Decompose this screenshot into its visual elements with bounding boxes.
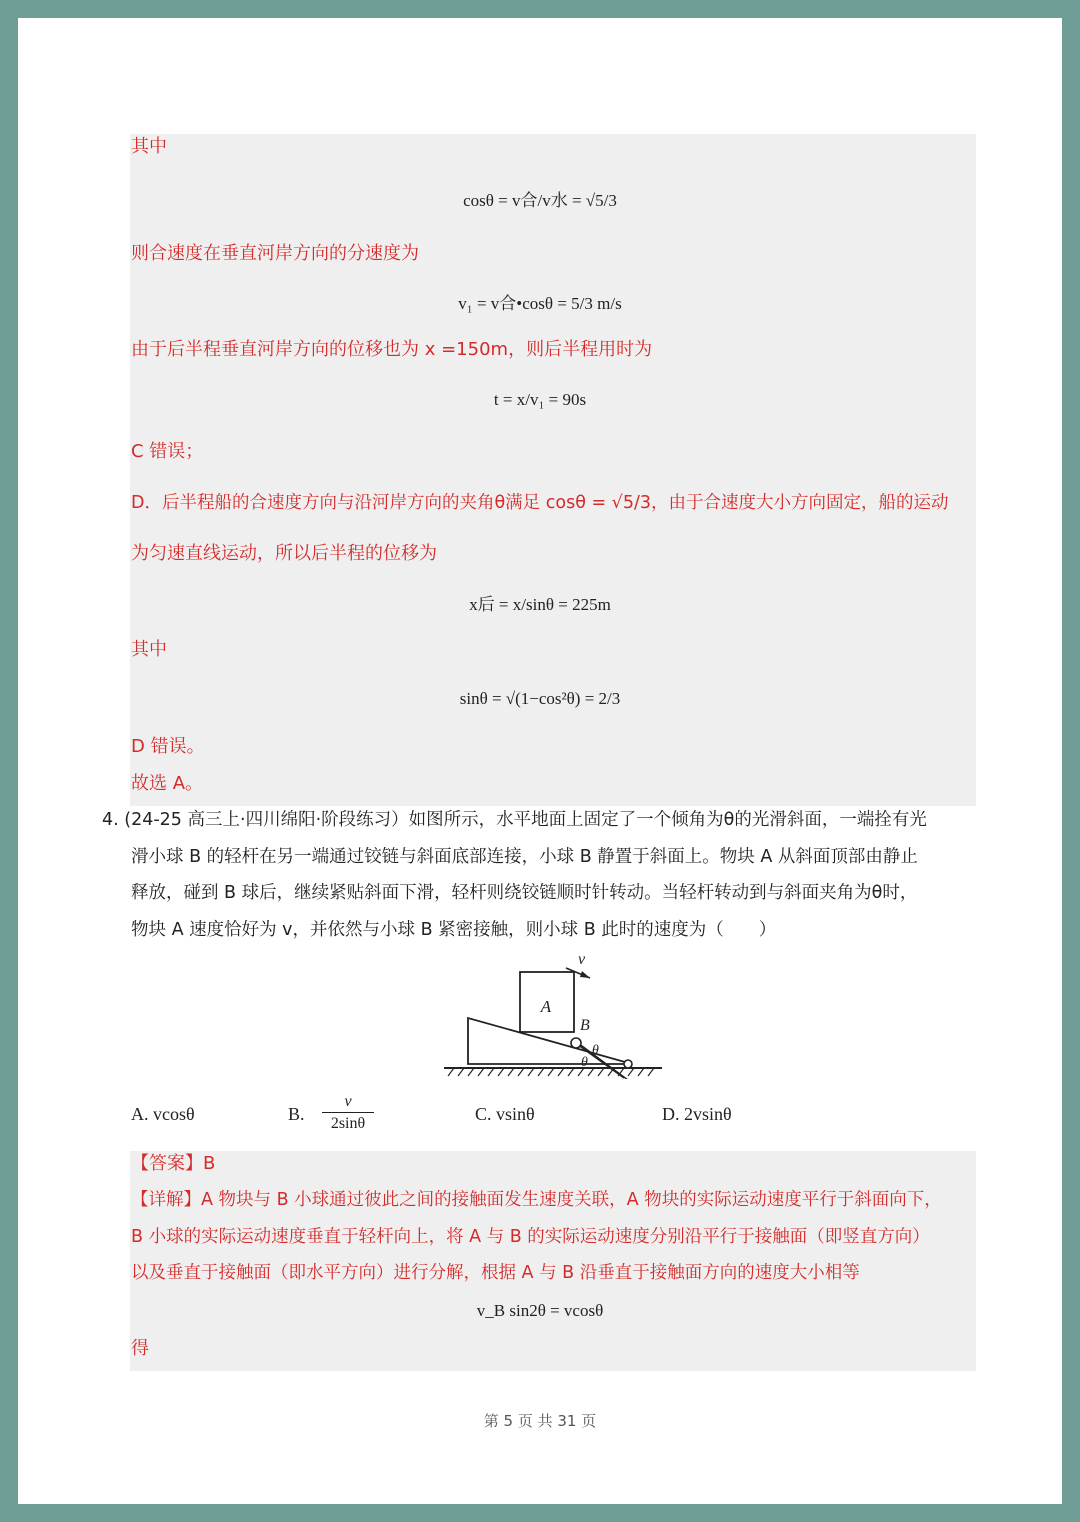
option-a: A. vcosθ [131,1104,195,1124]
question-line: 释放，碰到 B 球后，继续紧贴斜面下滑，轻杆则绕铰链顺时针转动。当轻杆转动到与斜面夹角为θ时， [131,883,918,903]
option-d: D. 2vsinθ [662,1104,732,1124]
formula: sinθ = √(1−cos²θ) = 2/3 [459,689,621,708]
detail-line: 得 [131,1338,149,1359]
detail-line: 【详解】A 物块与 B 小球通过彼此之间的接触面发生速度关联，A 物块的实际运动速度平行于斜面向下， [131,1190,942,1210]
ground-hatching [448,1068,654,1076]
ball-b [571,1038,581,1048]
formula: v₁ = v合•cosθ = 5/3 m/s [458,294,622,313]
ball-b-label: B [580,1017,590,1034]
question-line: 滑小球 B 的轻杆在另一端通过铰链与斜面底部连接，小球 B 静置于斜面上。物块 A 从斜面顶部由静止 [131,847,918,867]
formula: v_B sin2θ = vcosθ [476,1301,604,1320]
fraction-denominator: 2sinθ [330,1115,366,1132]
detail-line: B 小球的实际运动速度垂直于轻杆向上，将 A 与 B 的实际运动速度分别沿平行于接触面（即竖直方向） [131,1227,930,1247]
text-line: 其中 [131,136,167,157]
text-line: C 错误； [131,441,204,462]
question-line: 4. (24-25 高三上·四川绵阳·阶段练习）如图所示，水平地面上固定了一个倾角为θ的光滑斜面，一端拴有光 [102,810,927,830]
text-line: D 错误。 [131,736,205,757]
hinge [624,1060,632,1068]
block-a-label: A [540,997,552,1016]
formula: x后 = x/sinθ = 225m [469,595,611,614]
text-line: 由于后半程垂直河岸方向的位移也为 x =150m，则后半程用时为 [131,339,653,360]
angle-label: θ [581,1055,588,1070]
answer-line: 【答案】B [131,1153,216,1174]
text-line: D．后半程船的合速度方向与沿河岸方向的夹角θ满足 cosθ = √5/3，由于合速度大小方向固定，船的运动 [131,493,949,513]
detail-line: 以及垂直于接触面（即水平方向）进行分解，根据 A 与 B 沿垂直于接触面方向的速度大小相等 [131,1263,860,1283]
fraction-numerator: v [322,1092,374,1113]
formula: cosθ = v合/v水 = √5/3 [463,191,617,210]
option-c: C. vsinθ [475,1104,535,1124]
solution-block-2 [130,1151,976,1371]
incline-figure [442,954,672,1079]
question-line: 物块 A 速度恰好为 v，并依然与小球 B 紧密接触，则小球 B 此时的速度为（ ） [131,920,777,940]
document-page [18,18,1062,1504]
angle-label: θ [592,1043,599,1058]
text-line: 则合速度在垂直河岸方向的分速度为 [131,243,419,264]
formula: t = x/v₁ = 90s [493,390,587,409]
option-b-label: B. [288,1104,305,1124]
velocity-arrowhead [580,971,590,978]
page-footer: 第 5 页 共 31 页 [483,1412,597,1430]
text-line: 故选 A。 [131,773,204,794]
text-line: 其中 [131,639,167,660]
option-b-fraction [322,1092,374,1135]
velocity-label: v [578,954,586,968]
text-line: 为匀速直线运动，所以后半程的位移为 [131,543,437,564]
